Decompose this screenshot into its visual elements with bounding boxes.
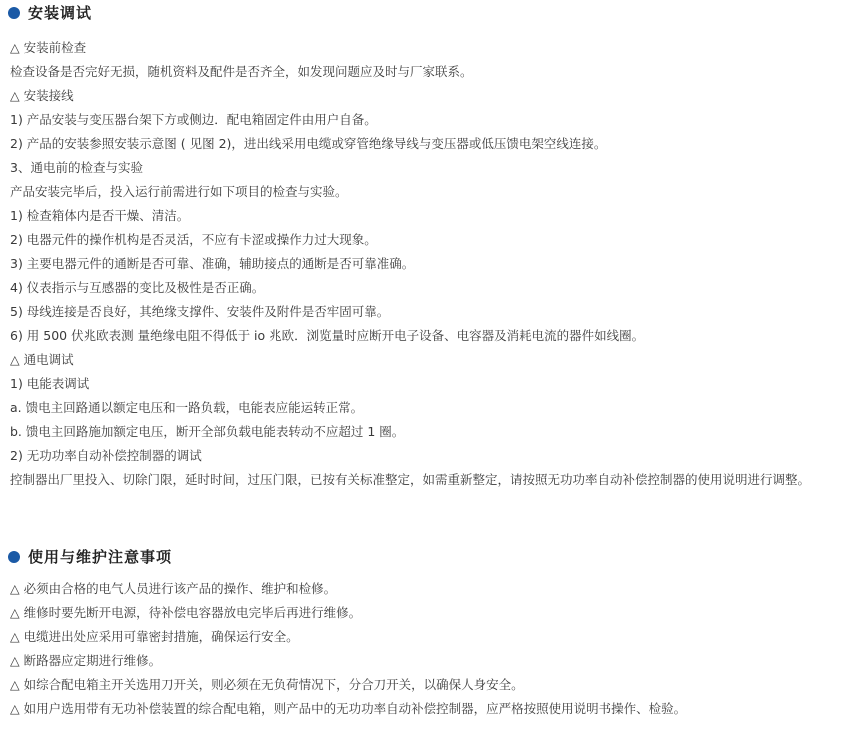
text-line: 检查设备是否完好无损，随机资料及配件是否齐全，如发现问题应及时与厂家联系。 [10,64,473,79]
text-line: 2) 产品的安装参照安装示意图 ( 见图 2)，进出线采用电缆或穿管绝缘导线与变压器或低压馈电架空线连接。 [10,136,607,151]
text-line: 2) 电器元件的操作机构是否灵活，不应有卡涩或操作力过大现象。 [10,232,377,247]
section-body [10,577,845,721]
text-line: △ 电缆进出处应采用可靠密封措施，确保运行安全。 [10,629,299,644]
text-line: △ 维修时要先断开电源，待补偿电容器放电完毕后再进行维修。 [10,605,362,620]
text-line: 2) 无功功率自动补偿控制器的调试 [10,448,202,463]
text-line: 产品安装完毕后，投入运行前需进行如下项目的检查与实验。 [10,184,348,199]
section-body [10,36,845,492]
text-line: a. 馈电主回路通以额定电压和一路负载，电能表应能运转正常。 [10,400,364,415]
bullet-icon [8,551,20,563]
section-title: 安装调试 [28,4,93,22]
text-line: △ 如综合配电箱主开关选用刀开关，则必须在无负荷情况下，分合刀开关，以确保人身安全。 [10,677,524,692]
text-line: △ 断路器应定期进行维修。 [10,653,162,668]
section-heading [0,544,850,570]
text-line: △ 安装前检查 [10,40,87,55]
text-line: 控制器出厂里投入、切除门限，延时时间，过压门限，已按有关标准整定，如需重新整定，请按照无功功率自动补偿控制器的使用说明进行调整。 [10,472,811,487]
text-line: 3) 主要电器元件的通断是否可靠、准确，辅助接点的通断是否可靠准确。 [10,256,415,271]
text-line: 5) 母线连接是否良好，其绝缘支撑件、安装件及附件是否牢固可靠。 [10,304,390,319]
text-line: △ 如用户选用带有无功补偿装置的综合配电箱，则产品中的无功功率自动补偿控制器，应严格按照使用说明书操作、检验。 [10,701,687,716]
text-line: △ 必须由合格的电气人员进行该产品的操作、维护和检修。 [10,581,337,596]
text-line: 1) 检查箱体内是否干燥、清洁。 [10,208,190,223]
text-line: 3、通电前的检查与实验 [10,160,143,175]
text-line: △ 通电调试 [10,352,74,367]
bullet-icon [8,7,20,19]
section-maintenance [0,544,850,716]
text-line: b. 馈电主回路施加额定电压，断开全部负载电能表转动不应超过 1 圈。 [10,424,405,439]
text-line: 1) 产品安装与变压器台架下方或侧边．配电箱固定件由用户自备。 [10,112,377,127]
section-title: 使用与维护注意事项 [28,548,173,566]
text-line: 1) 电能表调试 [10,376,90,391]
text-line: △ 安装接线 [10,88,74,103]
section-heading [0,0,850,26]
text-line: 6) 用 500 伏兆欧表测 量绝缘电阻不得低于 io 兆欧．浏览量时应断开电子设备、电容器及消耗电流的器件如线圈。 [10,328,645,343]
text-line: 4) 仪表指示与互感器的变比及极性是否正确。 [10,280,265,295]
